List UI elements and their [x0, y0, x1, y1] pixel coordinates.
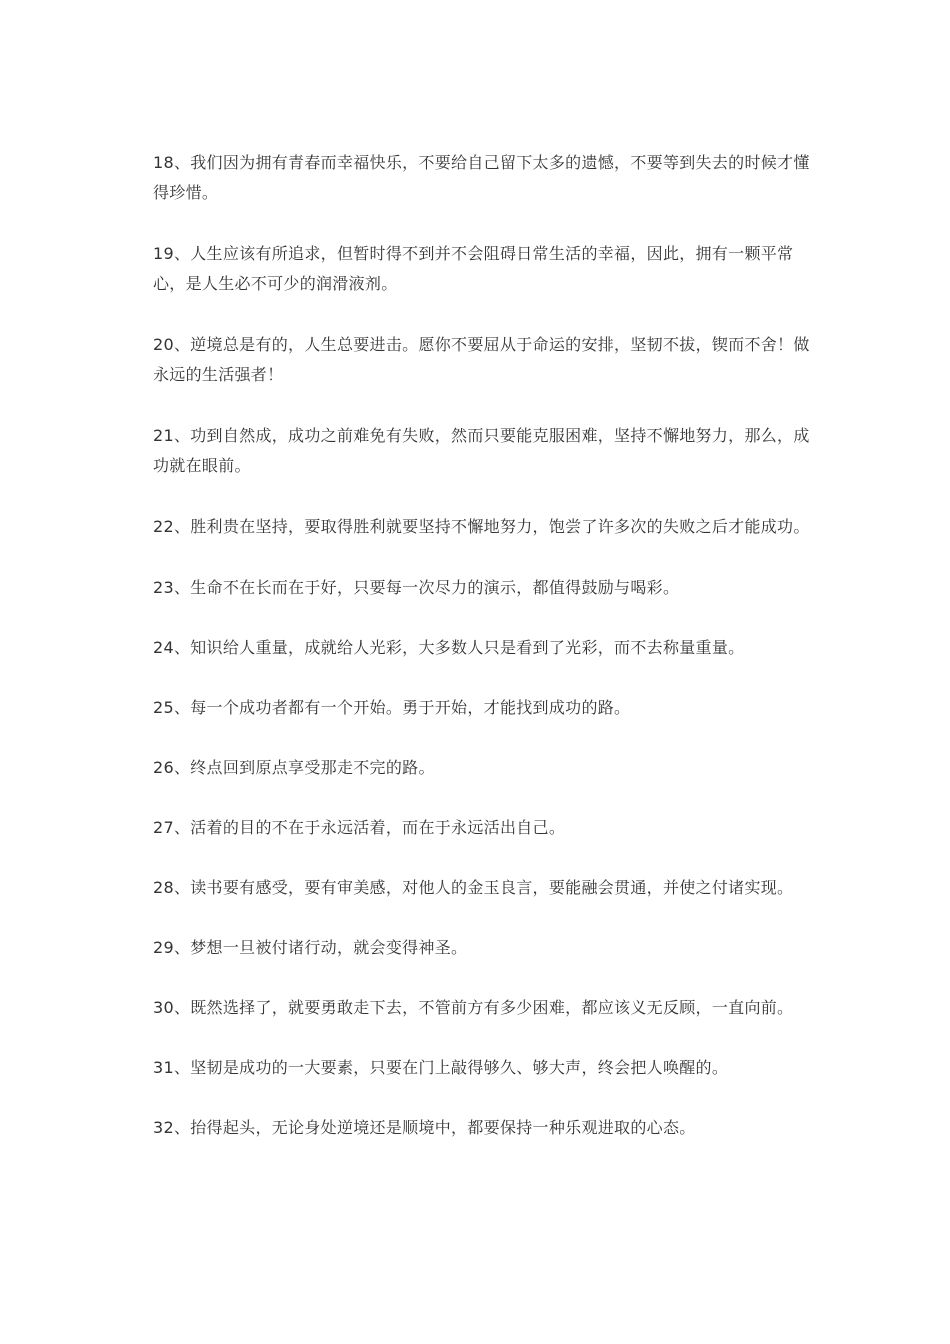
- quote-19: 19、人生应该有所追求，但暂时得不到并不会阻碍日常生活的幸福，因此，拥有一颗平常心，是人生必不可少的润滑液剂。: [153, 244, 794, 293]
- quote-30: 30、既然选择了，就要勇敢走下去，不管前方有多少困难，都应该义无反顾，一直向前。: [153, 998, 794, 1017]
- quote-list: [153, 148, 813, 1173]
- quote-23: 23、生命不在长而在于好，只要每一次尽力的演示，都值得鼓励与喝彩。: [153, 578, 680, 597]
- quote-20: 20、逆境总是有的，人生总要进击。愿你不要屈从于命运的安排，坚韧不拔，锲而不舍！做永远的生活强者！: [153, 335, 810, 384]
- quote-24: 24、知识给人重量，成就给人光彩，大多数人只是看到了光彩，而不去称量重量。: [153, 638, 745, 657]
- quote-26: 26、终点回到原点享受那走不完的路。: [153, 758, 435, 777]
- quote-21: 21、功到自然成，成功之前难免有失败，然而只要能克服困难，坚持不懈地努力，那么，成功就在眼前。: [153, 426, 810, 475]
- quote-28: 28、读书要有感受，要有审美感，对他人的金玉良言，要能融会贯通，并使之付诸实现。: [153, 878, 794, 897]
- quote-31: 31、坚韧是成功的一大要素，只要在门上敲得够久、够大声，终会把人唤醒的。: [153, 1058, 729, 1077]
- quote-18: 18、我们因为拥有青春而幸福快乐，不要给自己留下太多的遗憾，不要等到失去的时候才懂得珍惜。: [153, 153, 810, 202]
- quote-32: 32、抬得起头，无论身处逆境还是顺境中，都要保持一种乐观进取的心态。: [153, 1118, 696, 1137]
- quote-22: 22、胜利贵在坚持，要取得胜利就要坚持不懈地努力，饱尝了许多次的失败之后才能成功。: [153, 517, 810, 536]
- quote-27: 27、活着的目的不在于永远活着，而在于永远活出自己。: [153, 818, 566, 837]
- quote-25: 25、每一个成功者都有一个开始。勇于开始，才能找到成功的路。: [153, 698, 631, 717]
- quote-29: 29、梦想一旦被付诸行动，就会变得神圣。: [153, 938, 468, 957]
